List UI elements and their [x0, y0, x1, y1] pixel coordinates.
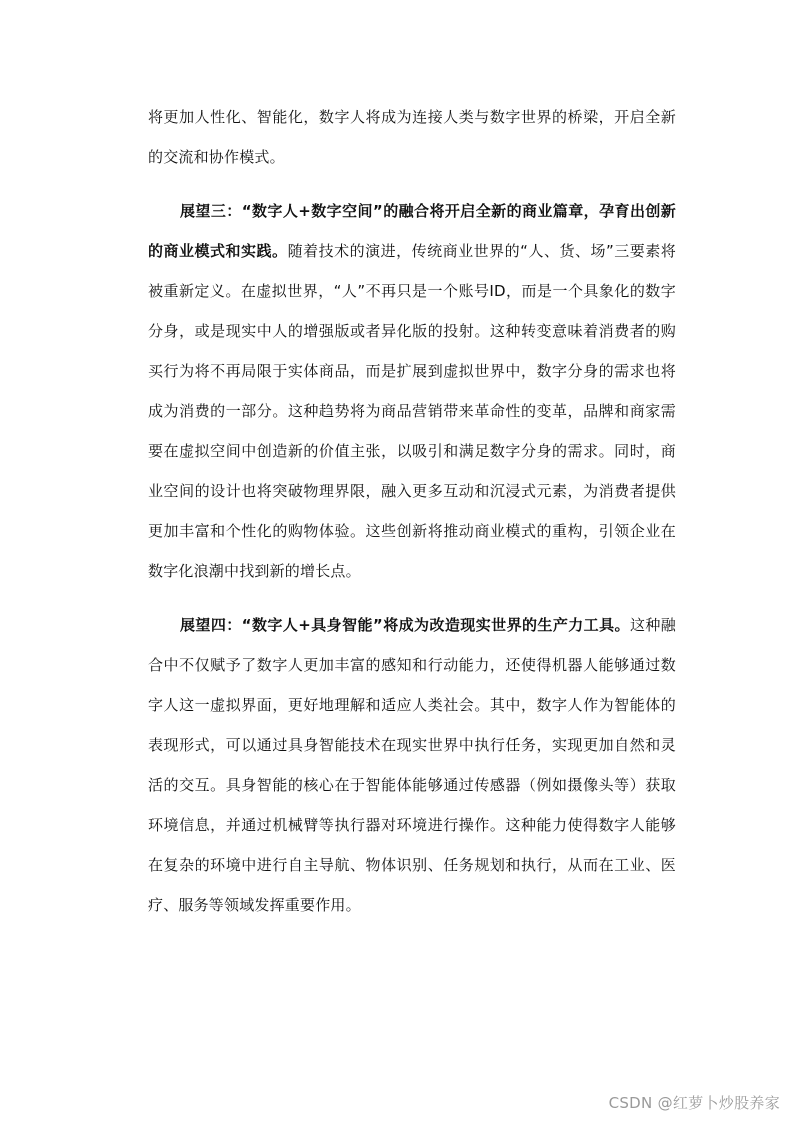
paragraph-heading: 展望三：“数字人+数字空间”的融合将开启全新的商业篇章，孕育出创新的商业模式和实践。 — [148, 202, 676, 260]
paragraph-continuation — [148, 97, 676, 177]
paragraph-outlook-three — [148, 191, 676, 591]
document-body — [148, 97, 676, 925]
paragraph-heading: 展望四：“数字人+具身智能”将成为改造现实世界的生产力工具。 — [180, 616, 630, 634]
paragraph-outlook-four — [148, 605, 676, 925]
paragraph-text: 将更加人性化、智能化，数字人将成为连接人类与数字世界的桥梁，开启全新的交流和协作模式。 — [148, 108, 676, 166]
paragraph-text: 这种融合中不仅赋予了数字人更加丰富的感知和行动能力，还使得机器人能够通过数字人这一虚拟界面，更好地理解和适应人类社会。其中，数字人作为智能体的表现形式，可以通过具身智能技术在现实世界中执行任务，实现更加自然和灵活的交互。具身智能的核心在于智能体能够通过传感器（例如摄像头等）获取环境信息，并通过机械臂等执行器对环境进行操作。这种能力使得数字人能够在复杂的环境中进行自主导航、物体识别、任务规划和执行，从而在工业、医疗、服务等领域发挥重要作用。 — [148, 616, 676, 914]
csdn-watermark: CSDN @红萝卜炒股养家 — [608, 1094, 780, 1112]
paragraph-text: 随着技术的演进，传统商业世界的“人、货、场”三要素将被重新定义。在虚拟世界，“人”不再只是一个账号ID，而是一个具象化的数字分身，或是现实中人的增强版或者异化版的投射。这种转变意味着消费者的购买行为将不再局限于实体商品，而是扩展到虚拟世界中，数字分身的需求也将成为消费的一部分。这种趋势将为商品营销带来革命性的变革，品牌和商家需要在虚拟空间中创造新的价值主张，以吸引和满足数字分身的需求。同时，商业空间的设计也将突破物理界限，融入更多互动和沉浸式元素，为消费者提供更加丰富和个性化的购物体验。这些创新将推动商业模式的重构，引领企业在数字化浪潮中找到新的增长点。 — [148, 242, 676, 580]
